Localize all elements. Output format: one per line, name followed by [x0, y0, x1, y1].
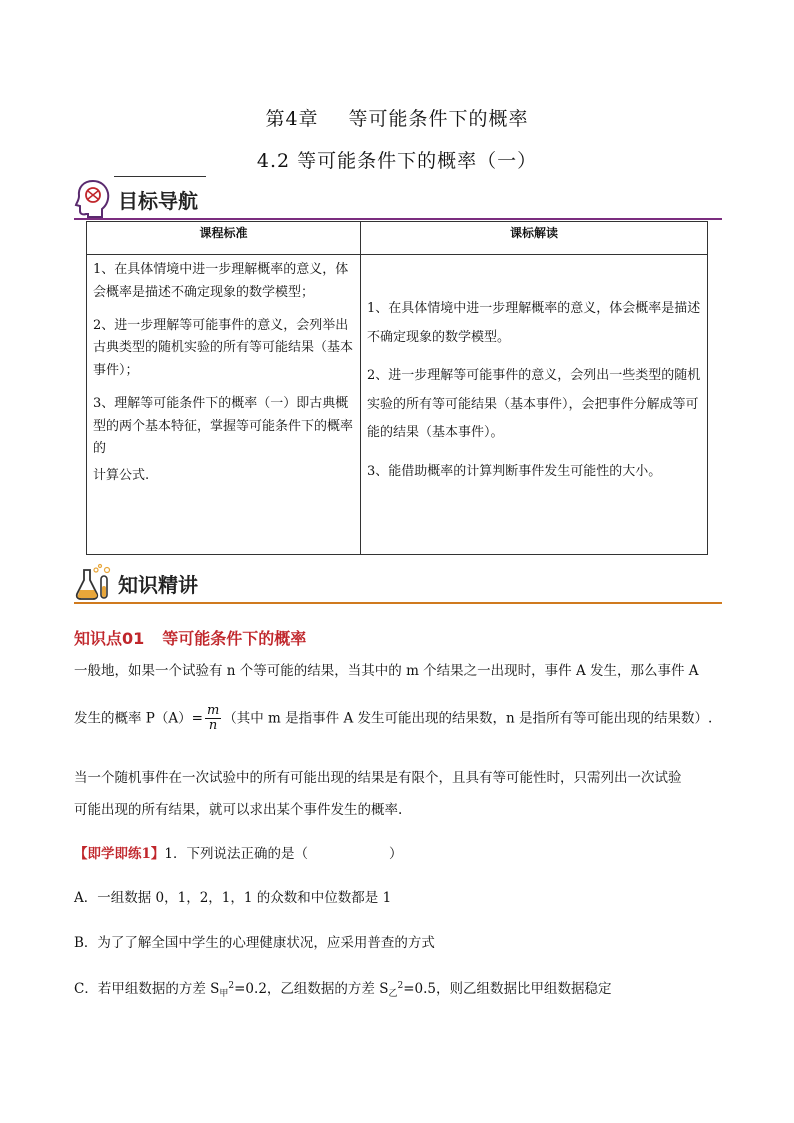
probability-fraction: [205, 704, 221, 734]
goals-section-title: 目标导航: [118, 189, 198, 213]
paragraph-2-line-2: 可能出现的所有结果，就可以求出某个事件发生的概率.: [74, 802, 403, 818]
option-c-text: =0.5，则乙组数据比甲组数据稳定: [403, 981, 612, 997]
standard-item: 计算公式.: [93, 468, 150, 483]
exercise-question: [74, 848, 724, 862]
chapter-number: 第4章: [265, 108, 319, 130]
knowledge-section-rule: [74, 602, 722, 604]
chapter-name: 等可能条件下的概率: [348, 108, 529, 130]
question-text: 1．下列说法正确的是（ ）: [164, 846, 403, 862]
knowledge-section-title: 知识精讲: [118, 573, 198, 597]
standard-item: 2、进一步理解等可能事件的意义，会列举出古典类型的随机实验的所有等可能结果（基本事件）；: [93, 317, 354, 378]
fraction-denominator: n: [208, 718, 218, 734]
option-a: A．一组数据 0，1，2，1，1 的众数和中位数都是 1: [74, 890, 392, 906]
fraction-numerator: m: [206, 703, 220, 718]
header-decor-line: [114, 176, 206, 177]
option-c-text: =0.2，乙组数据的方差 S: [234, 981, 389, 997]
probability-formula-lead: 发生的概率 P（A）=: [74, 710, 203, 727]
knowledge-point-label: 知识点01: [74, 629, 145, 648]
knowledge-point-heading: [74, 626, 306, 649]
superscript-2: 2: [397, 981, 404, 991]
formula-explanation: （其中 m 是指事件 A 发生可能出现的结果数，n 是指所有等可能出现的结果数）.: [223, 710, 713, 727]
option-b: B．为了了解全国中学生的心理健康状况，应采用普查的方式: [74, 935, 435, 951]
brain-head-icon: [74, 178, 112, 222]
chapter-title: [0, 104, 794, 131]
course-standard-cell: [87, 255, 361, 555]
subscript-jia: 甲: [219, 989, 229, 999]
section-title: 4.2 等可能条件下的概率（一）: [256, 150, 538, 172]
goals-section-rule: [74, 218, 722, 220]
superscript-2: 2: [228, 981, 235, 991]
col1-header: 课程标准: [87, 222, 361, 255]
standard-item: 3、理解等可能条件下的概率（一）即古典概型的两个基本特征，掌握等可能条件下的概率的: [93, 395, 354, 457]
exercise-tag: 【即学即练1】: [74, 846, 165, 862]
knowledge-section-header: [74, 560, 722, 604]
option-c-text: C．若甲组数据的方差 S: [74, 981, 220, 997]
interpretation-item: 1、在具体情境中进一步理解概率的意义，体会概率是描述不确定现象的数学模型。: [367, 301, 701, 345]
lab-flask-icon: [74, 562, 114, 606]
interpretation-cell: [361, 255, 708, 555]
interpretation-item: 3、能借助概率的计算判断事件发生可能性的大小。: [367, 463, 662, 479]
goals-section-header: [74, 176, 722, 220]
paragraph-2-line-1: 当一个随机事件在一次试验中的所有可能出现的结果是有限个，且具有等可能性时，只需列出一次试验: [74, 770, 682, 786]
interpretation-item: 2、进一步理解等可能事件的意义，会列出一些类型的随机实验的所有等可能结果（基本事件），会把事件分解成等可能的结果（基本事件）。: [367, 368, 701, 441]
definition-line-1: 一般地，如果一个试验有 n 个等可能的结果，当其中的 m 个结果之一出现时，事件 A 发生，那么事件 A: [74, 663, 699, 679]
option-c: [74, 982, 724, 999]
goals-table: [86, 221, 708, 555]
knowledge-point-title: 等可能条件下的概率: [162, 629, 307, 648]
subscript-yi: 乙: [388, 989, 398, 999]
definition-line-2: [74, 704, 724, 734]
standard-item: 1、在具体情境中进一步理解概率的意义，体会概率是描述不确定现象的数学模型；: [93, 262, 349, 300]
col2-header: 课标解读: [361, 222, 708, 255]
